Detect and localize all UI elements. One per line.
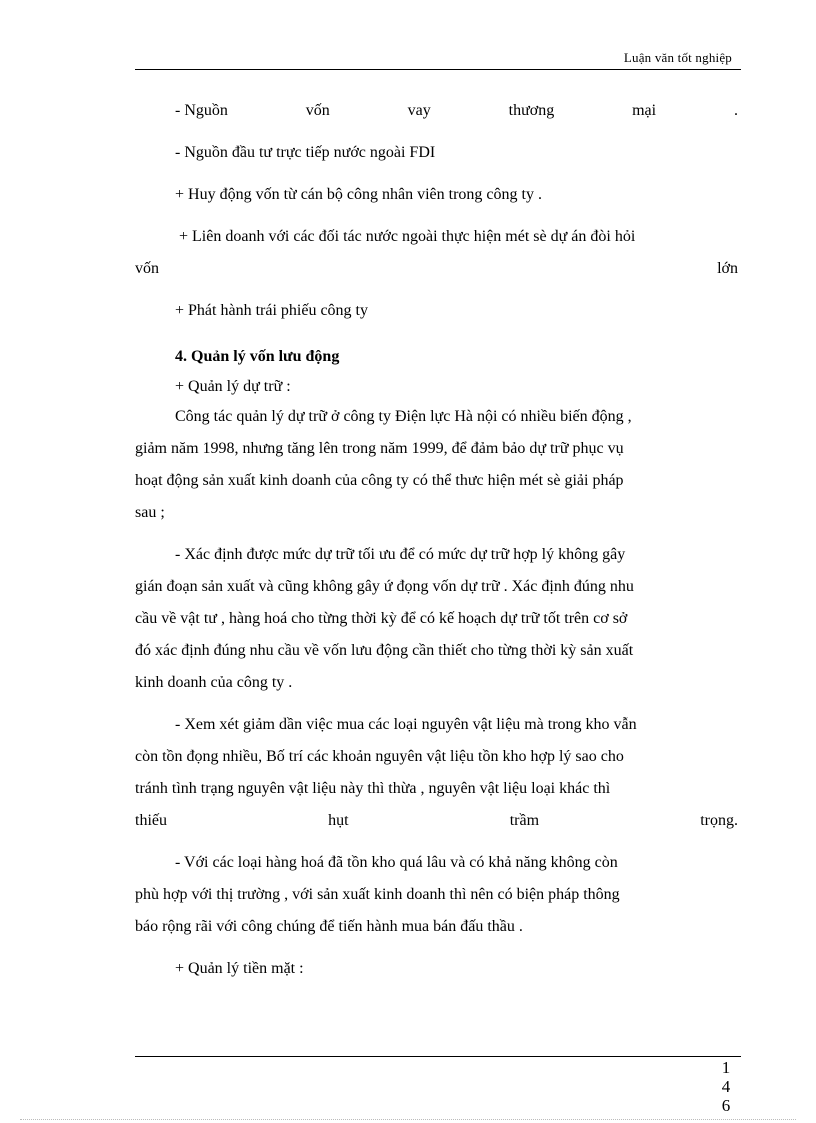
footer-rule [135,1056,741,1057]
paragraph-line: - Với các loại hàng hoá đã tồn kho quá lâu và có khả năng không còn [175,854,618,871]
paragraph-line: phù hợp với thị trường , với sản xuất kinh doanh thì nên có biện pháp thông [135,886,620,903]
paragraph [135,539,738,699]
paragraph-line: cầu về vật tư , hàng hoá cho từng thời kỳ để có kế hoạch dự trữ tốt trên cơ sở [135,610,628,627]
word: lớn [717,260,738,277]
paragraph [135,709,738,837]
running-header: Luận văn tốt nghiệp [623,50,732,65]
word: thương [508,102,555,119]
paragraph-line: hoạt động sản xuất kinh doanh của công ty có thể thưc hiện mét sè giải pháp [135,472,624,489]
word: trọng. [700,812,738,829]
subheading: + Quản lý dự trữ : [175,378,291,395]
word: hụt [328,812,349,829]
paragraph-line: tránh tình trạng nguyên vật liệu này thì thừa , nguyên vật liệu loại khác thì [135,780,611,797]
word: thiếu [135,812,167,829]
word: mại [632,102,657,119]
paragraph-line: - Xem xét giảm dần việc mua các loại nguyên vật liệu mà trong kho vẫn [175,716,637,733]
document-body [135,95,738,985]
page-number-digit: 1 [721,1058,731,1077]
paragraph-line: kinh doanh của công ty . [135,674,293,691]
subheading: + Quản lý tiền mặt : [175,960,304,977]
paragraph-line: còn tồn đọng nhiều, Bố trí các khoản nguyên vật liệu tồn kho hợp lý sao cho [135,748,624,765]
list-item: + Liên doanh với các đối tác nước ngoài thực hiện mét sè dự án đòi hỏi [179,228,636,245]
paragraph-line: gián đoạn sản xuất và cũng không gây ứ đọng vốn dự trữ . Xác định đúng nhu [135,578,634,595]
paragraph-line: sau ; [135,504,165,521]
page-number-digit: 6 [721,1096,731,1115]
paragraph-line: báo rộng rãi với công chúng để tiến hành mua bán đấu thầu . [135,918,523,935]
paragraph [135,401,738,529]
list-item: - Nguồn đầu tư trực tiếp nước ngoài FDI [175,144,436,161]
word: vay [407,102,431,119]
paragraph-line: đó xác định đúng nhu cầu về vốn lưu động cần thiết cho từng thời kỳ sản xuất [135,642,634,659]
page-number [718,1058,734,1115]
word: vốn [135,260,159,277]
word: . [733,102,738,119]
list-item: + Huy động vốn từ cán bộ công nhân viên trong công ty . [175,186,542,203]
word: trầm [509,812,540,829]
page-edge [20,1119,796,1120]
justified-line [135,253,738,285]
paragraph [135,847,738,943]
section-heading: 4. Quản lý vốn lưu động [175,348,340,365]
word: vốn [305,102,330,119]
word: - Nguồn [175,102,228,119]
page-number-digit: 4 [721,1077,731,1096]
list-item: + Phát hành trái phiếu công ty [175,302,368,319]
paragraph-line: - Xác định được mức dự trữ tối ưu để có mức dự trữ hợp lý không gây [175,546,626,563]
justified-line [135,805,738,837]
paragraph-line: giảm năm 1998, nhưng tăng lên trong năm 1999, để đảm bảo dự trữ phục vụ [135,440,624,457]
justified-line [135,95,738,127]
header-rule [135,69,741,70]
paragraph-line: Công tác quản lý dự trữ ở công ty Điện lực Hà nội có nhiều biến động , [175,408,632,425]
